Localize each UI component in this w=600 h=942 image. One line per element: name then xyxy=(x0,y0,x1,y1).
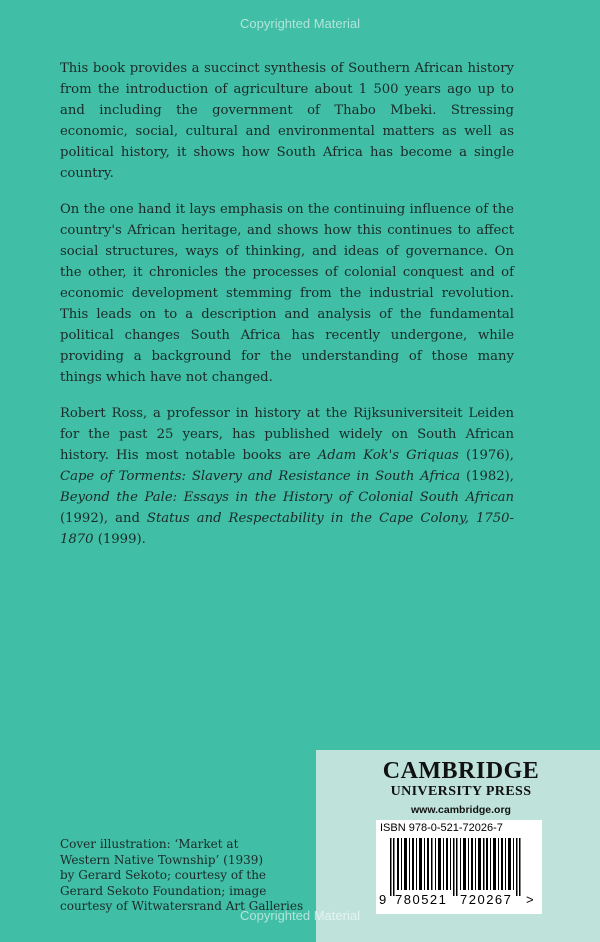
barcode-end-mark: > xyxy=(526,892,534,907)
blurb-paragraph-2: On the one hand it lays emphasis on the continuing influence of the country's African heritage, and shows how this continues to affect social structures, ways of thinking, and ideas of governance. On the other, it chronicles the processes of colonial conquest and of economic development stemming from the industrial revolution. This leads on to a description and analysis of the fundamental political changes South Africa has recently undergone, while providing a background for the understanding of those many things which have not changed. xyxy=(60,202,514,385)
publisher-url: www.cambridge.org xyxy=(411,804,511,816)
bio-text: (1976), xyxy=(458,448,514,463)
credit-line: Gerard Sekoto Foundation; image xyxy=(60,883,267,898)
credit-line: Western Native Township’ (1939) xyxy=(60,852,264,867)
bio-text: (1999). xyxy=(93,532,146,547)
credit-line: courtesy of Witwatersrand Art Galleries xyxy=(60,899,304,913)
copyright-watermark-bottom: Copyrighted Material xyxy=(240,908,360,923)
isbn-label: ISBN 978-0-521-72026-7 xyxy=(380,822,503,834)
isbn-barcode xyxy=(376,820,542,914)
publisher-logo xyxy=(376,758,546,818)
publisher-press: UNIVERSITY PRESS xyxy=(390,784,532,799)
credit-line: Cover illustration: ‘Market at xyxy=(60,837,239,851)
book-title: Cape of Torments: Slavery and Resistance in South Africa xyxy=(60,469,461,484)
credit-line: by Gerard Sekoto; courtesy of the xyxy=(60,868,267,882)
bio-text: (1992), and xyxy=(60,511,147,526)
publisher-name: CAMBRIDGE xyxy=(382,758,540,784)
barcode-digit-group: 720267 xyxy=(460,892,513,907)
blurb-paragraph-1: This book provides a succinct synthesis of Southern African history from the introduction of agriculture about 1 500 years ago up to and including the government of Thabo Mbeki. Stressing economic, social, cultural and environmental matters as well as political history, it shows how South Africa has become a single country. xyxy=(60,61,514,181)
bio-text: (1982), xyxy=(460,469,514,484)
barcode-digit-group: 780521 xyxy=(395,892,448,907)
bio-text: Robert Ross, a professor in history at the Rijksuniversiteit Leiden for the past 25 years, has published widely on South African history. His most notable books are xyxy=(60,406,514,463)
cover-illustration-credit xyxy=(60,837,304,915)
barcode-bars xyxy=(376,838,542,896)
barcode-lead-digit: 9 xyxy=(379,892,387,907)
book-title: Adam Kok's Griquas xyxy=(317,448,459,463)
book-title: Status and Respectability in the Cape Colony, 1750-1870 xyxy=(60,511,514,547)
author-bio-paragraph xyxy=(60,403,514,550)
back-cover-blurb xyxy=(60,58,514,550)
book-title: Beyond the Pale: Essays in the History of Colonial South African xyxy=(60,490,514,505)
copyright-watermark-top: Copyrighted Material xyxy=(240,16,360,31)
